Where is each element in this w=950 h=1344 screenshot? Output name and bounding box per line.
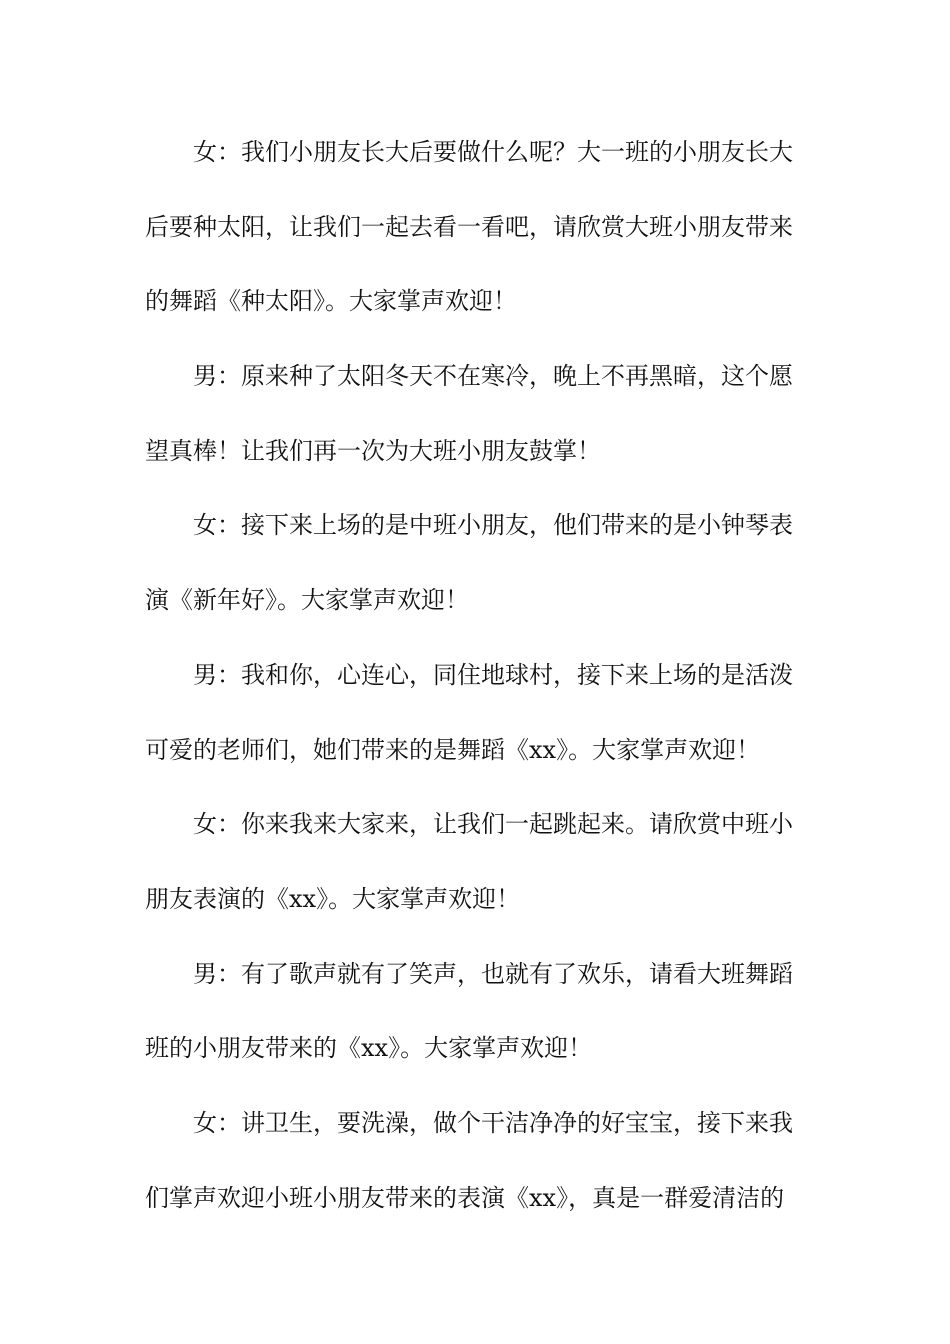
- text-line: 望真棒！让我们再一次为大班小朋友鼓掌！: [145, 436, 601, 465]
- text-line: 朋友表演的《xx》。大家掌声欢迎！: [145, 884, 521, 913]
- text-line: 后要种太阳，让我们一起去看一看吧，请欣赏大班小朋友带来: [145, 212, 793, 241]
- text-line: 男：我和你，心连心，同住地球村，接下来上场的是活泼: [193, 660, 793, 689]
- text-line: 的舞蹈《种太阳》。大家掌声欢迎！: [145, 287, 517, 316]
- text-line: 演《新年好》。大家掌声欢迎！: [145, 586, 469, 615]
- text-line: 班的小朋友带来的《xx》。大家掌声欢迎！: [145, 1034, 593, 1063]
- text-line: 们掌声欢迎小班小朋友带来的表演《xx》，真是一群爱清洁的: [145, 1183, 785, 1212]
- text-line: 女：你来我来大家来，让我们一起跳起来。请欣赏中班小: [193, 810, 793, 839]
- text-line: 女：接下来上场的是中班小朋友，他们带来的是小钟琴表: [193, 511, 793, 540]
- document-body: [145, 127, 805, 1247]
- text-line: 男：原来种了太阳冬天不在寒冷，晚上不再黑暗，这个愿: [193, 362, 793, 391]
- text-line: 男：有了歌声就有了笑声，也就有了欢乐，请看大班舞蹈: [193, 959, 793, 988]
- text-line: 女：讲卫生，要洗澡，做个干洁净净的好宝宝，接下来我: [193, 1108, 793, 1137]
- text-line: 女：我们小朋友长大后要做什么呢？大一班的小朋友长大: [193, 138, 793, 166]
- text-line: 可爱的老师们，她们带来的是舞蹈《xx》。大家掌声欢迎！: [145, 735, 761, 764]
